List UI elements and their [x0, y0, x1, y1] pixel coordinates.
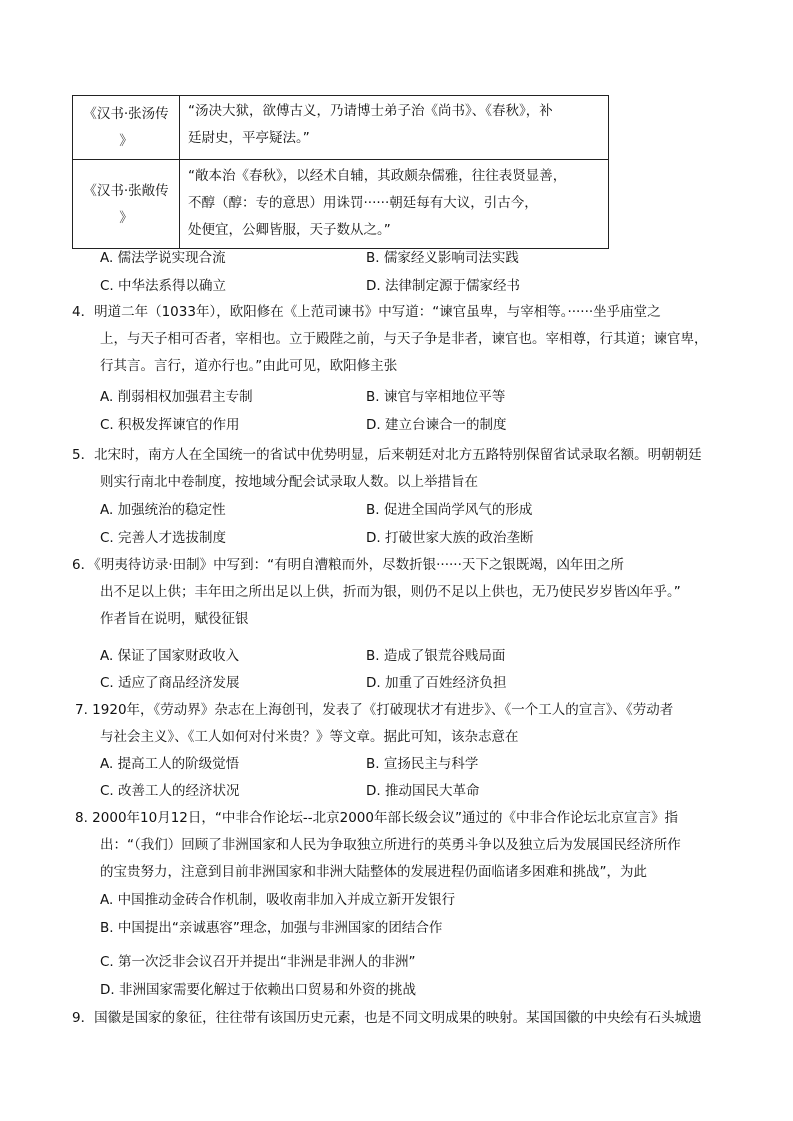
q6-option-d: D. 加重了百姓经济负担 [366, 675, 507, 691]
source-text-line: 廷尉史，平亭疑法。” [188, 130, 310, 146]
q9-stem-line: 9．国徽是国家的象征，往往带有该国历史元素，也是不同文明成果的映射。某国国徽的中央绘有石头城遗 [72, 1010, 702, 1026]
q4-stem-line: 行其言。言行，道亦行也。”由此可见，欧阳修主张 [100, 358, 398, 374]
q3-option-a: A. 儒法学说实现合流 [100, 250, 226, 266]
q8-option-c: C. 第一次泛非会议召开并提出“非洲是非洲人的非洲” [100, 954, 416, 970]
q7-option-d: D. 推动国民大革命 [366, 783, 480, 799]
q5-option-b: B. 促进全国尚学风气的形成 [366, 502, 533, 518]
q6-stem-line: 6．《明夷待访录·田制》中写到：“有明自漕粮而外，尽数折银······天下之银既竭，凶年田之所 [72, 557, 624, 573]
q6-option-b: B. 造成了银荒谷贱局面 [366, 648, 506, 664]
source-title-line: 》 [119, 210, 133, 226]
q5-stem-line: 5．北宋时，南方人在全国统一的省试中优势明显，后来朝廷对北方五路特别保留省试录取名额。明朝朝廷 [72, 447, 702, 463]
q6-stem-line: 作者旨在说明，赋役征银 [100, 611, 249, 627]
q4-option-a: A. 削弱相权加强君主专制 [100, 389, 253, 405]
q3-option-b: B. 儒家经义影响司法实践 [366, 250, 519, 266]
q4-stem-line: 上，与天子相可否者，宰相也。立于殿陛之前，与天子争是非者，谏官也。宰相尊，行其道；谏官卑， [100, 331, 708, 347]
q6-option-c: C. 适应了商品经济发展 [100, 675, 240, 691]
q8-stem-line: 的宝贵努力，注意到目前非洲国家和非洲大陆整体的发展进程仍面临诸多困难和挑战”，为此 [100, 864, 647, 880]
q8-option-a: A. 中国推动金砖合作机制，吸收南非加入并成立新开发银行 [100, 892, 456, 908]
q8-option-d: D. 非洲国家需要化解过于依赖出口贸易和外资的挑战 [100, 982, 416, 998]
source-text-line: “敞本治《春秋》，以经术自辅，其政颇杂儒雅，往往表贤显善， [188, 168, 567, 184]
q5-stem-line: 则实行南北中卷制度，按地域分配会试录取人数。以上举措旨在 [100, 474, 478, 490]
q5-option-d: D. 打破世家大族的政治垄断 [366, 530, 534, 546]
q7-option-b: B. 宣扬民主与科学 [366, 756, 479, 772]
source-title-line: 《汉书·张汤传 [83, 106, 169, 122]
q5-option-a: A. 加强统治的稳定性 [100, 502, 226, 518]
q7-stem-line: 7. 1920年，《劳动界》杂志在上海创刊，发表了《打破现状才有进步》、《一个工人的宣言》、《劳动者 [75, 702, 674, 718]
q6-stem-line: 出不足以上供；丰年田之所出足以上供，折而为银，则仍不足以上供也，无乃使民岁岁皆凶年乎。” [100, 584, 681, 600]
table-row [73, 160, 609, 249]
q3-option-d: D. 法律制定源于儒家经书 [366, 278, 520, 294]
q6-option-a: A. 保证了国家财政收入 [100, 648, 240, 664]
q4-option-b: B. 谏官与宰相地位平等 [366, 389, 506, 405]
q5-option-c: C. 完善人才选拔制度 [100, 530, 227, 546]
q4-option-d: D. 建立台谏合一的制度 [366, 417, 507, 433]
table-row [73, 96, 609, 160]
source-text-cell [180, 160, 609, 249]
q8-option-b: B. 中国提出“亲诚惠容”理念，加强与非洲国家的团结合作 [100, 920, 443, 936]
q4-option-c: C. 积极发挥谏官的作用 [100, 417, 240, 433]
source-text-line: “汤决大狱，欲傅古义，乃请博士弟子治《尚书》、《春秋》，补 [188, 103, 553, 119]
q7-option-a: A. 提高工人的阶级觉悟 [100, 756, 240, 772]
source-title-line: 》 [119, 133, 133, 149]
source-title-line: 《汉书·张敞传 [83, 183, 169, 199]
q7-stem-line: 与社会主义》、《工人如何对付米贵？》等文章。据此可知，该杂志意在 [100, 729, 519, 745]
source-table [72, 95, 609, 249]
q8-stem-line: 出：“（我们）回顾了非洲国家和人民为争取独立所进行的英勇斗争以及独立后为发展国民经济所作 [100, 837, 681, 853]
source-text-line: 处便宜，公卿皆服，天子数从之。” [188, 222, 391, 238]
q7-option-c: C. 改善工人的经济状况 [100, 783, 240, 799]
q4-stem-line: 4．明道二年（1033年），欧阳修在《上范司谏书》中写道：“谏官虽卑，与宰相等。······坐乎庙堂之 [72, 304, 661, 320]
source-text-line: 不醇（醇：专的意思）用诛罚······朝廷每有大议，引古今， [188, 195, 538, 211]
q8-stem-line: 8. 2000年10月12日，“中非合作论坛--北京2000年部长级会议”通过的《中非合作论坛北京宣言》指 [75, 810, 678, 826]
q3-option-c: C. 中华法系得以确立 [100, 278, 227, 294]
source-title-cell [73, 96, 180, 160]
source-title-cell [73, 160, 180, 249]
source-text-cell [180, 96, 609, 160]
